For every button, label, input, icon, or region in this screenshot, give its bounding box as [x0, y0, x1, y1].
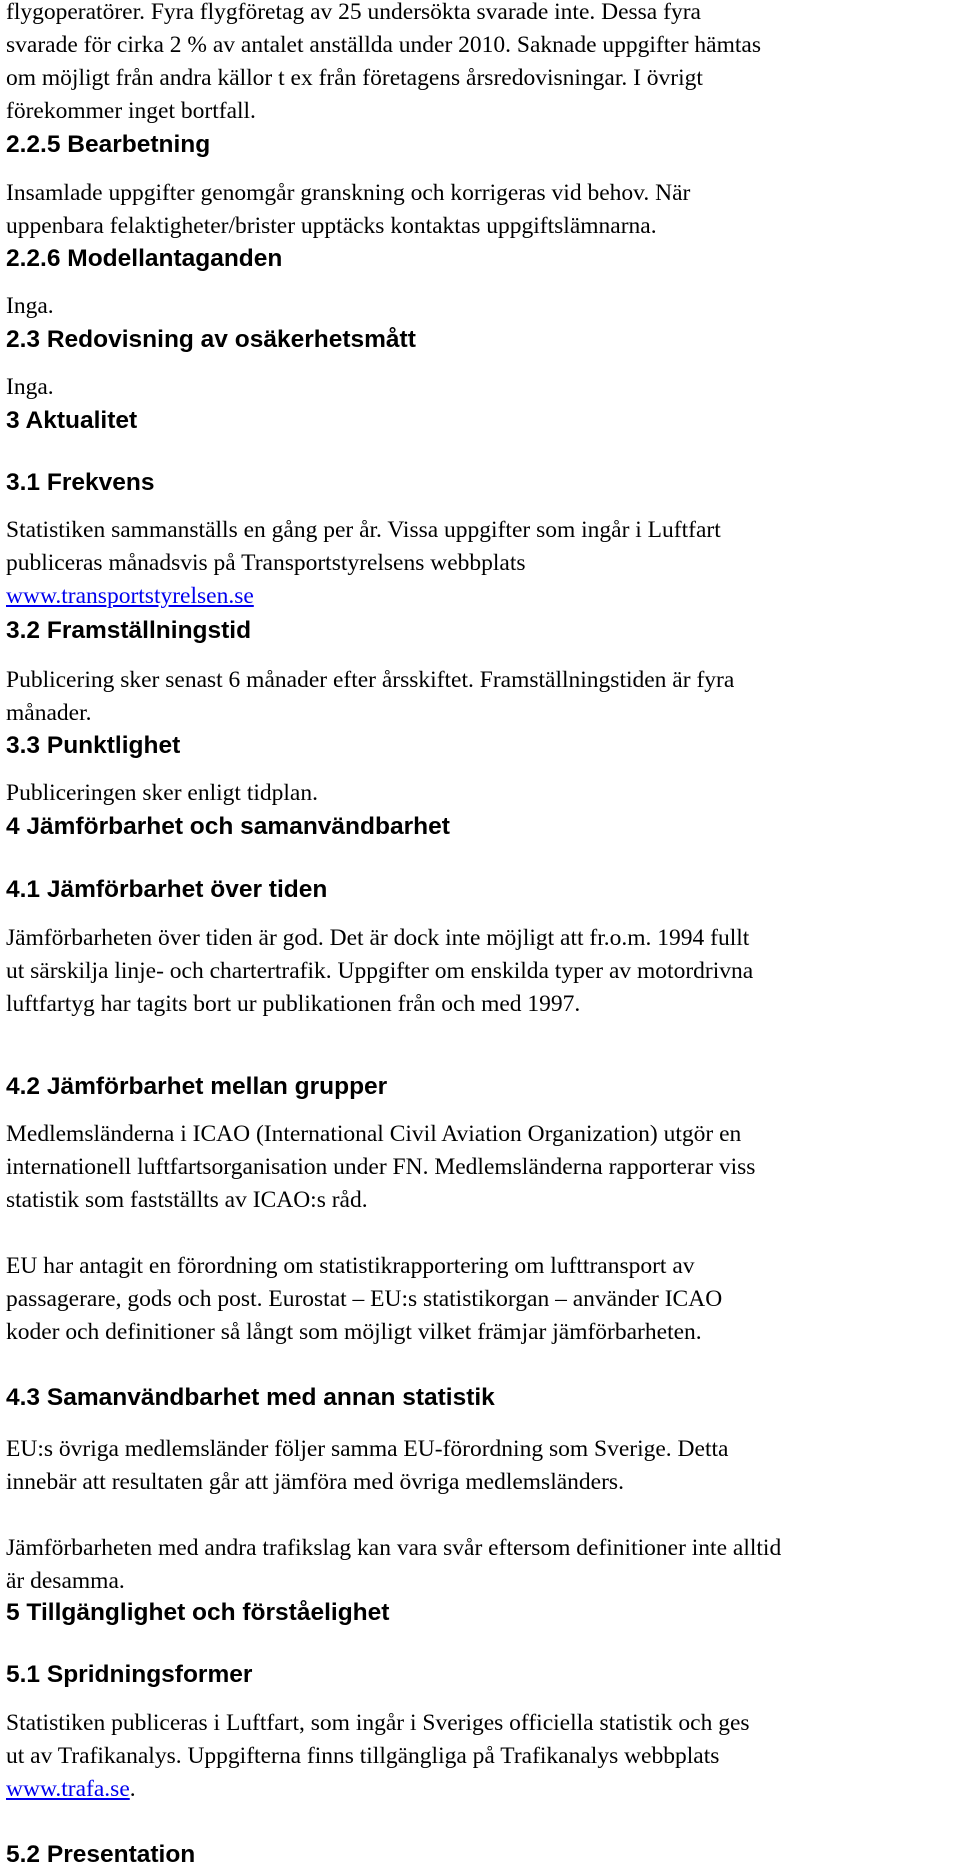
- paragraph-osakerhetsmatt: Inga.: [6, 374, 54, 400]
- heading-3-1: 3.1 Frekvens: [6, 469, 155, 496]
- text-line: är desamma.: [6, 1568, 125, 1594]
- heading-2-3: 2.3 Redovisning av osäkerhetsmått: [6, 326, 416, 353]
- text-line: internationell luftfartsorganisation under FN. Medlemsländerna rapporterar viss: [6, 1154, 756, 1180]
- paragraph-frekvens: [6, 514, 721, 613]
- text-line: EU har antagit en förordning om statistikrapportering om lufttransport av: [6, 1253, 695, 1279]
- text-line: Medlemsländerna i ICAO (International Civil Aviation Organization) utgör en: [6, 1121, 742, 1147]
- heading-3-2: 3.2 Framställningstid: [6, 617, 252, 644]
- text-line: uppenbara felaktigheter/brister upptäcks kontaktas uppgiftslämnarna.: [6, 213, 657, 239]
- heading-3-3: 3.3 Punktlighet: [6, 732, 181, 759]
- text-line: om möjligt från andra källor t ex från företagens årsredovisningar. I övrigt: [6, 65, 703, 91]
- text-line: Insamlade uppgifter genomgår granskning och korrigeras vid behov. När: [6, 180, 691, 206]
- paragraph-modellantaganden: Inga.: [6, 293, 54, 319]
- heading-4-3: 4.3 Samanvändbarhet med annan statistik: [6, 1384, 495, 1411]
- text-line: statistik som fastställts av ICAO:s råd.: [6, 1187, 368, 1213]
- paragraph-jamforbarhet-tiden: [6, 922, 753, 1021]
- heading-3: 3 Aktualitet: [6, 407, 138, 434]
- intro-paragraph: [6, 0, 761, 128]
- text-line: Jämförbarheten med andra trafikslag kan vara svår eftersom definitioner inte alltid: [6, 1535, 782, 1561]
- text-line: Statistiken sammanställs en gång per år. Vissa uppgifter som ingår i Luftfart: [6, 517, 721, 543]
- text-line: ut av Trafikanalys. Uppgifterna finns tillgängliga på Trafikanalys webbplats: [6, 1743, 720, 1769]
- text-line: .: [129, 1776, 136, 1802]
- text-line: koder och definitioner så långt som möjligt vilket främjar jämförbarheten.: [6, 1319, 702, 1345]
- heading-4-2: 4.2 Jämförbarhet mellan grupper: [6, 1073, 388, 1100]
- paragraph-punktlighet: Publiceringen sker enligt tidplan.: [6, 780, 318, 806]
- heading-5-1: 5.1 Spridningsformer: [6, 1661, 253, 1688]
- text-line: månader.: [6, 700, 92, 726]
- text-line: passagerare, gods och post. Eurostat – EU:s statistikorgan – använder ICAO: [6, 1286, 723, 1312]
- paragraph-framstallningstid: [6, 664, 734, 730]
- paragraph-trafikslag: [6, 1532, 781, 1598]
- text-line: luftfartyg har tagits bort ur publikationen från och med 1997.: [6, 991, 581, 1017]
- heading-2-2-5: 2.2.5 Bearbetning: [6, 131, 211, 158]
- text-line: EU:s övriga medlemsländer följer samma EU-förordning som Sverige. Detta: [6, 1436, 729, 1462]
- trafa-link[interactable]: www.trafa.se: [6, 1776, 130, 1802]
- text-line: flygoperatörer. Fyra flygföretag av 25 undersökta svarade inte. Dessa fyra: [6, 0, 701, 25]
- heading-5: 5 Tillgänglighet och förståelighet: [6, 1599, 390, 1626]
- paragraph-spridningsformer: [6, 1707, 750, 1806]
- heading-2-2-6: 2.2.6 Modellantaganden: [6, 245, 283, 272]
- text-line: Publicering sker senast 6 månader efter årsskiftet. Framställningstiden är fyra: [6, 667, 735, 693]
- text-line: publiceras månadsvis på Transportstyrelsens webbplats: [6, 550, 526, 576]
- text-line: ut särskilja linje- och chartertrafik. Uppgifter om enskilda typer av motordrivna: [6, 958, 754, 984]
- paragraph-eu-forordning: [6, 1250, 722, 1349]
- text-line: innebär att resultaten går att jämföra med övriga medlemsländers.: [6, 1469, 624, 1495]
- text-line: Jämförbarheten över tiden är god. Det är dock inte möjligt att fr.o.m. 1994 fullt: [6, 925, 750, 951]
- text-line: Statistiken publiceras i Luftfart, som ingår i Sveriges officiella statistik och ges: [6, 1710, 750, 1736]
- transportstyrelsen-link[interactable]: www.transportstyrelsen.se: [6, 583, 254, 609]
- heading-4: 4 Jämförbarhet och samanvändbarhet: [6, 813, 450, 840]
- heading-4-1: 4.1 Jämförbarhet över tiden: [6, 876, 328, 903]
- paragraph-eu-ovriga: [6, 1433, 728, 1499]
- paragraph-bearbetning: [6, 177, 690, 243]
- paragraph-icao: [6, 1118, 755, 1217]
- text-line: svarade för cirka 2 % av antalet anställda under 2010. Saknade uppgifter hämtas: [6, 32, 761, 58]
- heading-5-2: 5.2 Presentation: [6, 1841, 196, 1868]
- text-line: förekommer inget bortfall.: [6, 98, 256, 124]
